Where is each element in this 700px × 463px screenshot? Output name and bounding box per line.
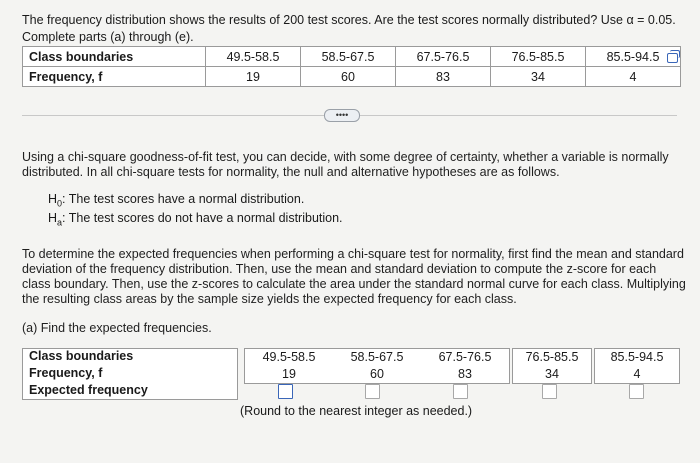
class-cell: 85.5-94.5 — [610, 350, 664, 364]
hypothesis-text: : The test scores do not have a normal distribution. — [62, 211, 343, 225]
table-row — [23, 47, 681, 67]
frequency-cell: 34 — [545, 367, 559, 381]
answer-columns-group-left — [244, 348, 510, 384]
expected-frequency-table — [22, 348, 680, 400]
class-cell: 49.5-58.5 — [262, 350, 316, 364]
frequency-cell: 34 — [491, 67, 586, 87]
frequency-cell: 4 — [586, 67, 681, 87]
row-header-class-boundaries: Class boundaries — [23, 47, 206, 67]
class-cell: 58.5-67.5 — [350, 350, 404, 364]
table-row — [23, 67, 681, 87]
null-hypothesis — [48, 192, 304, 212]
expected-frequency-input-5[interactable] — [629, 384, 644, 399]
hypothesis-letter: H — [48, 211, 58, 225]
frequency-cell: 83 — [396, 67, 491, 87]
answer-column-76 — [512, 348, 592, 384]
row-header-frequency: Frequency, f — [29, 366, 103, 380]
hypothesis-subscript: 0 — [57, 198, 63, 209]
class-cell: 85.5-94.5 — [586, 47, 681, 67]
frequency-cell: 4 — [633, 367, 641, 381]
class-cell: 67.5-76.5 — [438, 350, 492, 364]
row-header-frequency: Frequency, f — [23, 67, 206, 87]
hypothesis-subscript: a — [57, 217, 63, 228]
hypothesis-text: : The test scores have a normal distribution. — [62, 192, 305, 206]
frequency-table — [22, 46, 681, 87]
rounding-instruction: (Round to the nearest integer as needed.) — [240, 404, 473, 418]
procedure-paragraph: To determine the expected frequencies when performing a chi-square test for normality, first find the mean and standard deviation of the frequency distribution. Then, use the mean and standard deviation to compute the z-score for each class boundary. Then, use the z-scores to calculate the area under the standard normal curve for each class. Multiplying the resulting class areas by the sample size yields the expected frequency for each class. — [22, 247, 686, 306]
hypothesis-letter: H — [48, 192, 58, 206]
class-cell: 76.5-85.5 — [525, 350, 579, 364]
class-cell: 76.5-85.5 — [491, 47, 586, 67]
answer-table-labels — [29, 348, 148, 399]
frequency-cell: 83 — [458, 367, 472, 381]
intro-paragraph: Using a chi-square goodness-of-fit test, you can decide, with some degree of certainty, whether a variable is normally distributed. In all chi-square tests for normality, the null and alternative hypotheses are as follows. — [22, 150, 669, 179]
expected-frequency-input-3[interactable] — [453, 384, 468, 399]
part-a-prompt: (a) Find the expected frequencies. — [22, 321, 212, 335]
question-instructions: Complete parts (a) through (e). — [22, 30, 194, 44]
copy-data-icon[interactable] — [667, 53, 678, 63]
frequency-cell: 60 — [301, 67, 396, 87]
question-text: The frequency distribution shows the results of 200 test scores. Are the test scores normally distributed? Use α = 0.05. — [22, 13, 676, 27]
frequency-cell: 60 — [370, 367, 384, 381]
row-header-class-boundaries: Class boundaries — [29, 349, 134, 363]
expected-frequency-input-4[interactable] — [542, 384, 557, 399]
class-cell: 58.5-67.5 — [301, 47, 396, 67]
class-cell: 67.5-76.5 — [396, 47, 491, 67]
frequency-cell: 19 — [282, 367, 296, 381]
row-header-expected-frequency: Expected frequency — [29, 383, 148, 397]
answer-column-85 — [594, 348, 680, 384]
frequency-cell: 19 — [206, 67, 301, 87]
question-prompt — [22, 12, 697, 46]
expected-frequency-input-1[interactable] — [278, 384, 293, 399]
alternative-hypothesis — [48, 211, 343, 231]
class-cell: 49.5-58.5 — [206, 47, 301, 67]
expected-frequency-input-2[interactable] — [365, 384, 380, 399]
expand-more-button[interactable]: •••• — [324, 109, 360, 122]
